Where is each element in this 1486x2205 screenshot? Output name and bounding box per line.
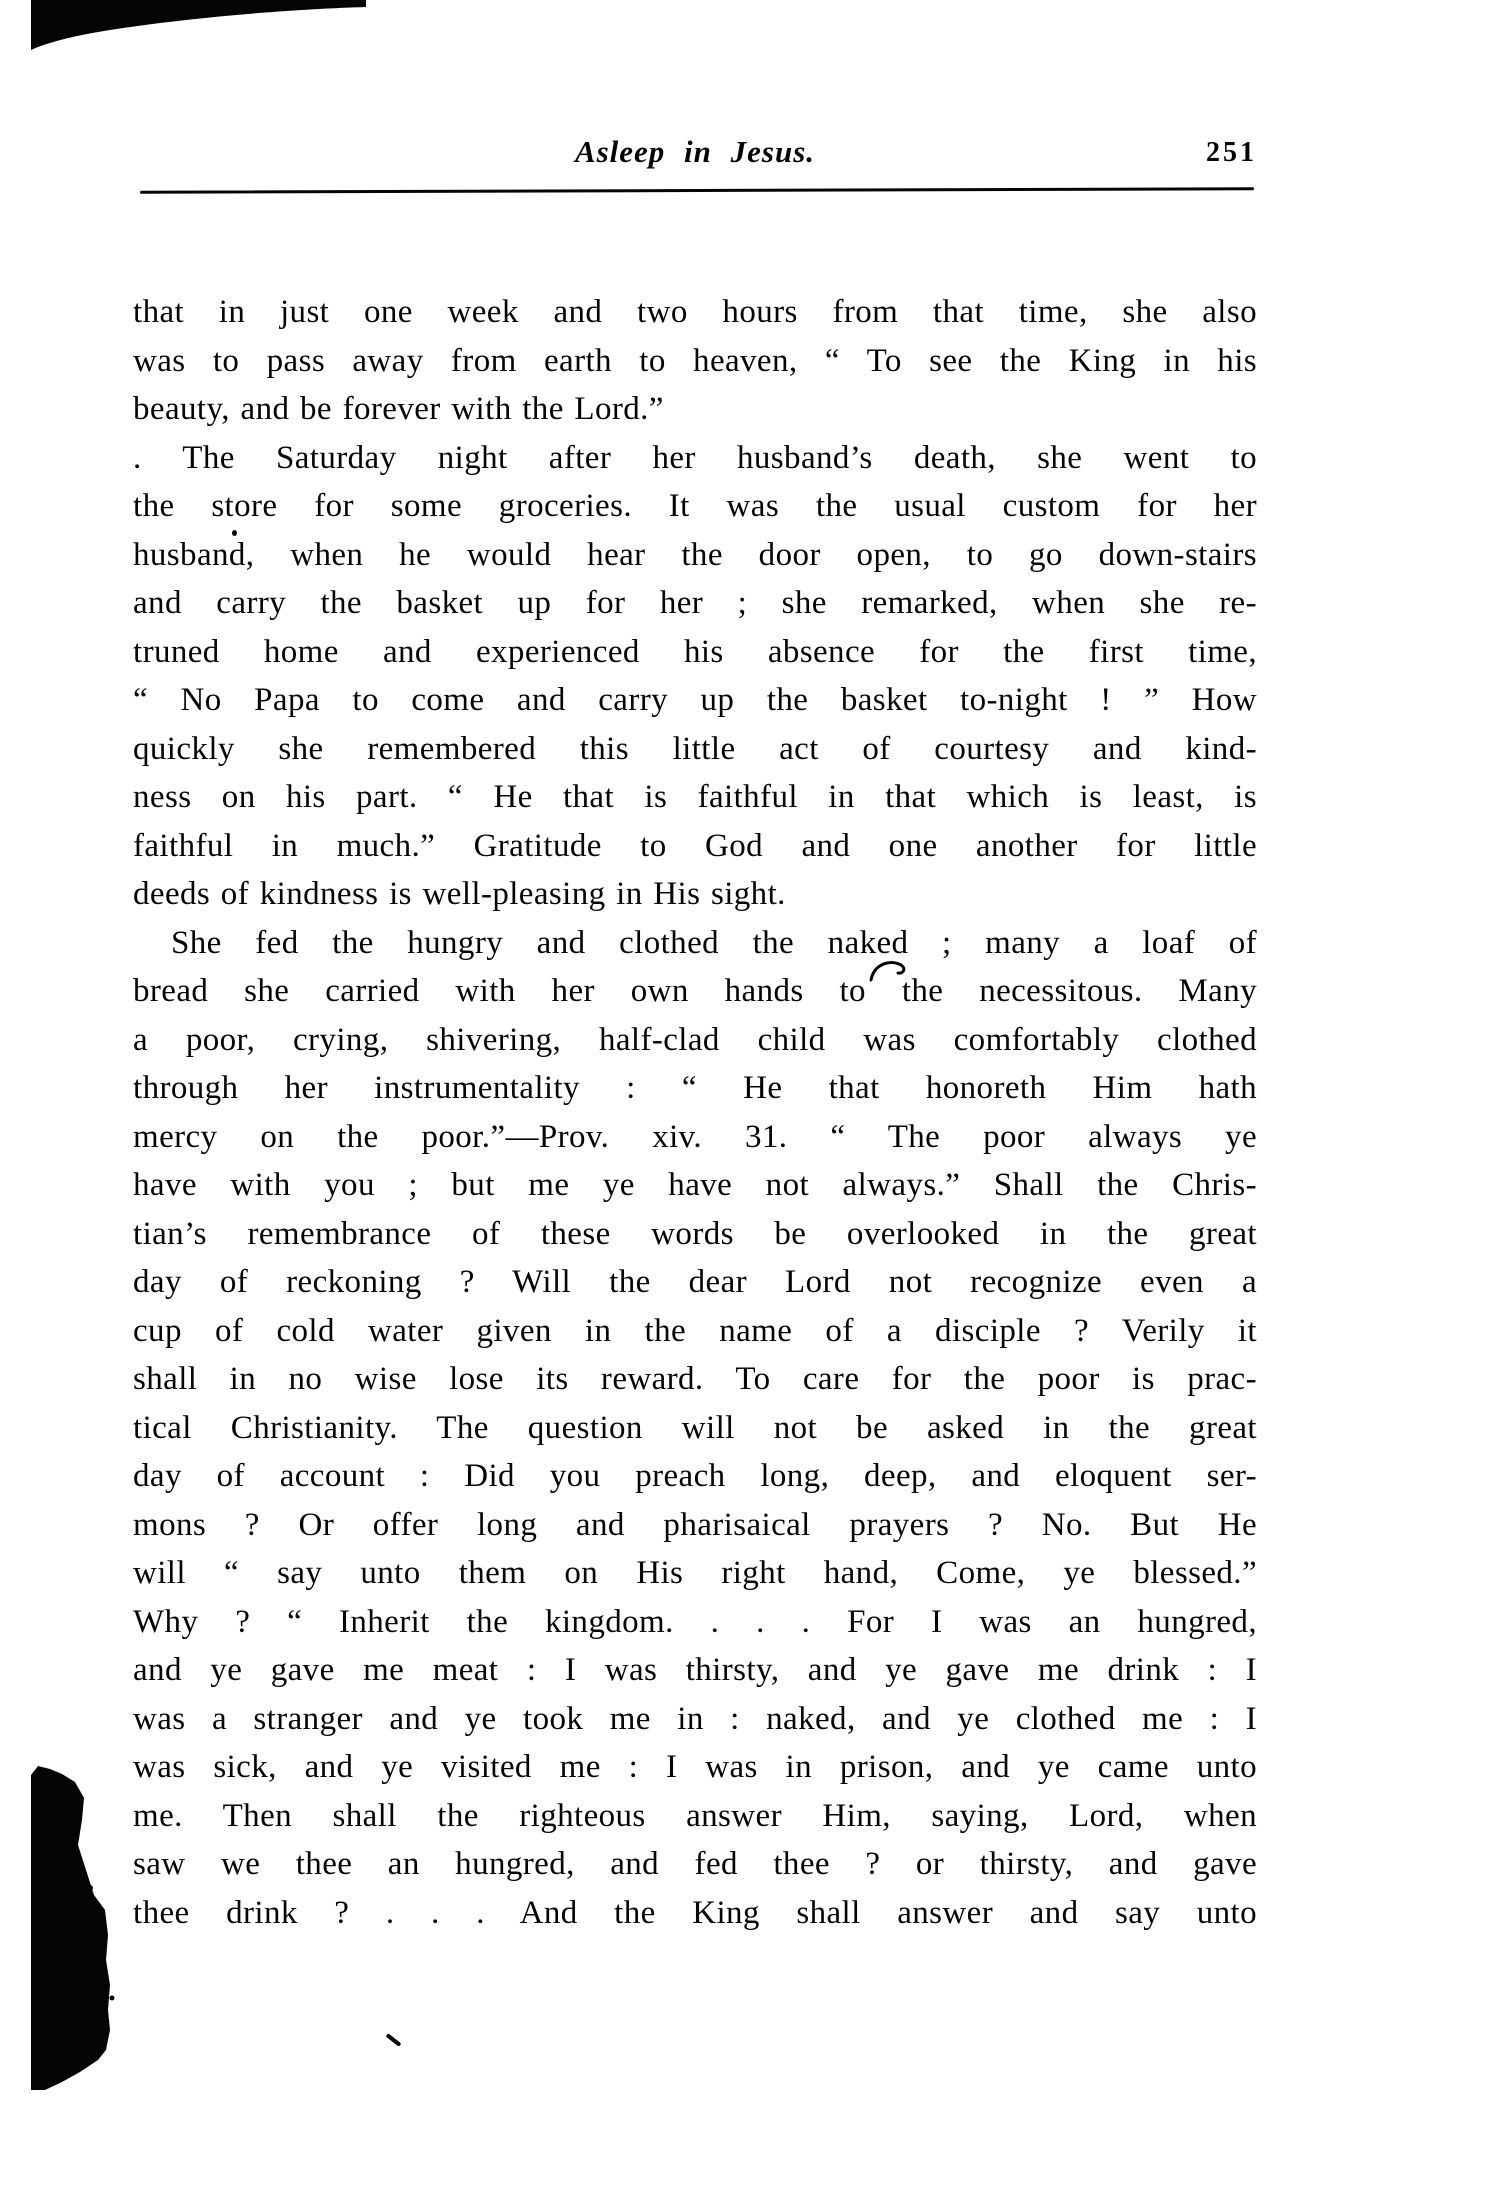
- text-line: husband, when he would hear the door open, to go down-stairs: [133, 536, 1257, 573]
- paragraph: [133, 288, 1257, 434]
- paragraph: [133, 919, 1257, 1938]
- text-line: Why ? “ Inherit the kingdom. . . . For I was an hungred,: [133, 1603, 1257, 1640]
- text-line: will “ say unto them on His right hand, Come, ye blessed.”: [133, 1555, 1257, 1591]
- text-line: and ye gave me meat : I was thirsty, and ye gave me drink : I: [133, 1652, 1257, 1688]
- text-line: . The Saturday night after her husband’s death, she went to: [133, 439, 1257, 476]
- text-line: mons ? Or offer long and pharisaical prayers ? No. But He: [133, 1506, 1257, 1543]
- text-line: bread she carried with her own hands to the necessitous. Many: [133, 973, 1257, 1009]
- text-line: was a stranger and ye took me in : naked, and ye clothed me : I: [133, 1700, 1257, 1737]
- tick-mark-artifact: [386, 2033, 402, 2047]
- text-line: me. Then shall the righteous answer Him, saying, Lord, when: [133, 1797, 1257, 1834]
- text-line: was sick, and ye visited me : I was in prison, and ye came unto: [133, 1749, 1257, 1785]
- text-line: mercy on the poor.”—Prov. xiv. 31. “ The poor always ye: [133, 1118, 1257, 1155]
- page-number: 251: [1206, 137, 1257, 168]
- header-rule: [140, 187, 1254, 193]
- text-line: She fed the hungry and clothed the naked ; many a loaf of: [171, 924, 1257, 961]
- corner-fold-artifact: [0, 0, 380, 60]
- text-line: that in just one week and two hours from that time, she also: [133, 294, 1257, 330]
- running-head: [133, 134, 1257, 180]
- text-line: day of reckoning ? Will the dear Lord not recognize even a: [133, 1264, 1257, 1300]
- text-line: “ No Papa to come and carry up the basket to-night ! ” How: [133, 682, 1257, 718]
- text-line: tian’s remembrance of these words be overlooked in the great: [133, 1215, 1257, 1252]
- text-line: ness on his part. “ He that is faithful in that which is least, is: [133, 779, 1257, 815]
- text-line: was to pass away from earth to heaven, “ To see the King in his: [133, 342, 1257, 379]
- text-line: deeds of kindness is well-pleasing in His sight.: [133, 876, 786, 912]
- text-block: [133, 288, 1257, 1937]
- text-line: faithful in much.” Gratitude to God and one another for little: [133, 827, 1257, 864]
- text-line: a poor, crying, shivering, half-clad child was comfortably clothed: [133, 1021, 1257, 1058]
- ink-blot-artifact: [20, 1760, 120, 2100]
- text-line: shall in no wise lose its reward. To care for the poor is prac-: [133, 1361, 1257, 1397]
- text-line: the store for some groceries. It was the usual custom for her: [133, 488, 1257, 524]
- text-line: day of account : Did you preach long, deep, and eloquent ser-: [133, 1458, 1257, 1494]
- paragraph: [133, 434, 1257, 919]
- text-line: cup of cold water given in the name of a disciple ? Verily it: [133, 1312, 1257, 1349]
- text-line: have with you ; but me ye have not always.” Shall the Chris-: [133, 1167, 1257, 1203]
- page-title: Asleep in Jesus.: [574, 134, 816, 169]
- text-line: tical Christianity. The question will not be asked in the great: [133, 1409, 1257, 1446]
- text-line: through her instrumentality : “ He that honoreth Him hath: [133, 1070, 1257, 1106]
- text-line: thee drink ? . . . And the King shall answer and say unto: [133, 1894, 1257, 1931]
- text-line: quickly she remembered this little act of courtesy and kind-: [133, 730, 1257, 767]
- text-line: and carry the basket up for her ; she remarked, when she re-: [133, 585, 1257, 621]
- text-line: beauty, and be forever with the Lord.”: [133, 391, 664, 427]
- text-line: saw we thee an hungred, and fed thee ? or thirsty, and gave: [133, 1846, 1257, 1882]
- text-line: truned home and experienced his absence for the first time,: [133, 633, 1257, 670]
